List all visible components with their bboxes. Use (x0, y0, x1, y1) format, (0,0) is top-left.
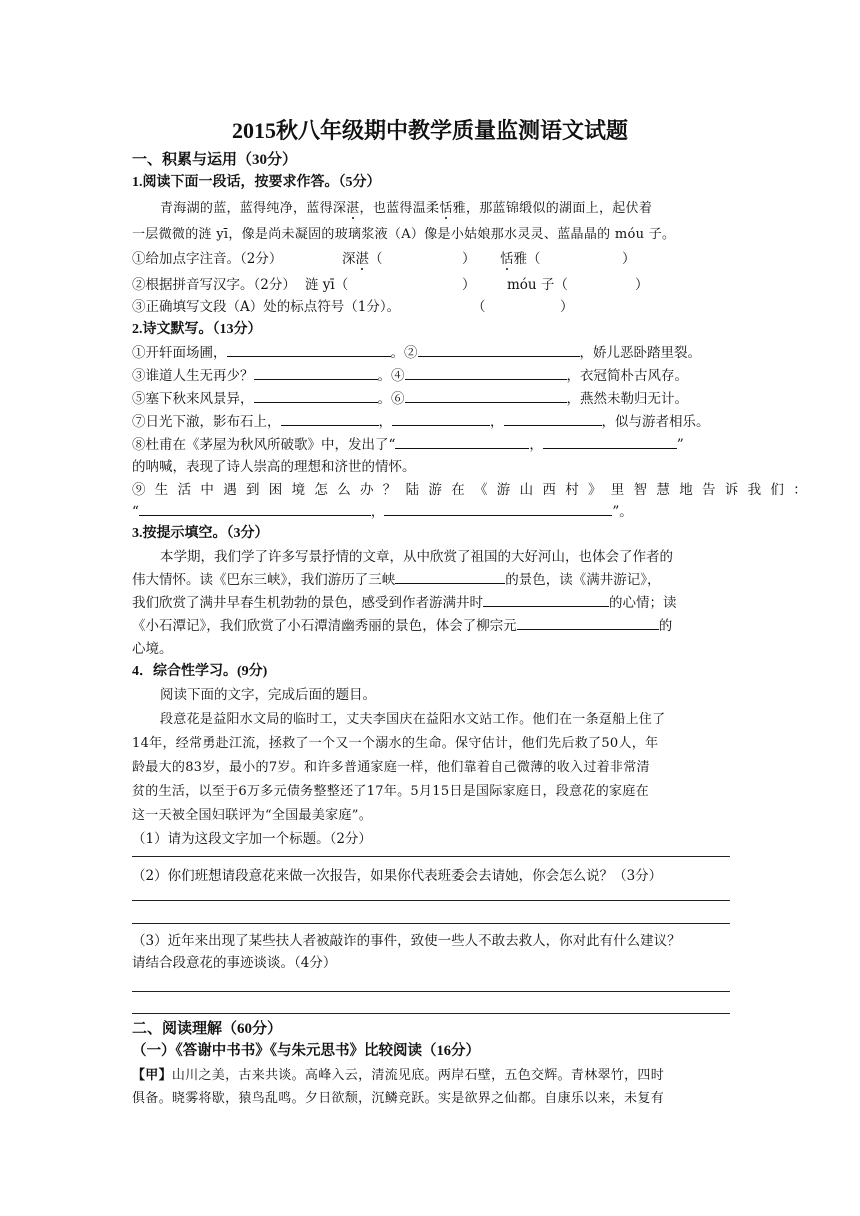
answer-blank[interactable] (139, 503, 371, 516)
answer-blank[interactable] (227, 344, 391, 357)
q4-passage-line-1: 段意花是益阳水文局的临时工，丈夫李国庆在益阳水文站工作。他们在一条趸船上住了 (160, 712, 666, 727)
question-3-heading: 3.按提示填空。（3分） (132, 526, 269, 541)
q1-paren: （ (369, 251, 383, 267)
answer-blank-paren[interactable]: ） (560, 299, 574, 315)
answer-line[interactable] (132, 856, 730, 857)
section-heading-1: 一、积累与运用（30分） (132, 152, 298, 168)
q1-text: 雅，那蓝锦缎似的湖面上，起伏着 (452, 201, 653, 216)
answer-line[interactable] (132, 1013, 730, 1014)
poem-text: ， (490, 414, 504, 430)
answer-blank[interactable] (543, 436, 677, 449)
q4-sub-3-line-1: （3）近年来出现了某些扶人者被敲诈的事件，致使一些人不敢去救人，你对此有什么建议？ (132, 933, 681, 949)
answer-blank-paren[interactable]: ） (462, 251, 476, 267)
q1-sub-3-label: ③正确填写文段（A）处的标点符号（1分）。 (132, 299, 401, 315)
q3-line-4 (132, 617, 730, 635)
section-heading-2: 二、阅读理解（60分） (132, 1021, 283, 1037)
answer-blank-paren[interactable]: ） (622, 251, 636, 267)
q1-word: 涟 yī（ (305, 277, 349, 293)
q1-word: 深 (342, 251, 356, 267)
q4-intro: 阅读下面的文字，完成后面的题目。 (160, 687, 376, 703)
poem-text: ，衣冠简朴古风存。 (566, 368, 688, 384)
poem-text: ， (370, 504, 385, 520)
q1-word: móu 子（ (507, 277, 568, 293)
poem-text: ①开轩面场圃， (132, 345, 227, 361)
q1-sub-1 (132, 250, 730, 268)
page-title: 2015秋八年级期中教学质量监测语文试题 (231, 118, 628, 143)
answer-line[interactable] (132, 923, 730, 924)
poem-text: ⑦日光下澈，影布石上， (132, 414, 281, 430)
poem-text: ， (378, 414, 392, 430)
q3-text: 《小石潭记》，我们欣赏了小石潭清幽秀丽的景色，体会了柳宗元 (132, 618, 517, 634)
q3-line-5: 心境。 (132, 641, 173, 657)
answer-blank[interactable] (395, 571, 505, 584)
dotted-char: 恬 (500, 251, 514, 267)
q2-line-3 (132, 390, 730, 408)
q1-text: 青海湖的蓝，蓝得纯净，蓝得深 (160, 201, 347, 216)
answer-blank[interactable] (281, 413, 379, 426)
q3-text: 的景色，读《满井游记》， (505, 572, 661, 588)
q2-line-7: ⑨生活中遇到困境怎么办？陆游在《游山西村》里智慧地告诉我们： (132, 482, 816, 498)
subsection-heading: （一）《答谢中书书》《与朱元思书》比较阅读（16分） (132, 1043, 480, 1059)
q4-sub-1: （1）请为这段文字加一个标题。（2分） (132, 831, 372, 847)
answer-line[interactable] (132, 991, 730, 992)
q1-passage-line-1 (132, 200, 730, 218)
q4-sub-3-line-2: 请结合段意花的事迹谈谈。（4分） (132, 955, 337, 971)
jia-passage-line-2: 俱备。晓雾将歇，猿鸟乱鸣。夕日欲颓，沉鳞竞跃。实是欲界之仙都。自康乐以来，未复有 (132, 1091, 665, 1106)
q1-sub-1-label: ①给加点字注音。（2分） (132, 251, 283, 267)
q2-line-8 (132, 503, 730, 521)
answer-blank[interactable] (405, 390, 567, 403)
q4-passage-line-2: 14年，经常勇赴江流，拯救了一个又一个溺水的生命。保守估计，他们先后救了50人，年 (132, 736, 659, 751)
q2-line-2 (132, 367, 730, 385)
dotted-char: 湛 (346, 201, 360, 216)
q2-line-5 (132, 436, 730, 454)
answer-blank[interactable] (405, 367, 567, 380)
answer-blank-paren[interactable]: ） (462, 277, 476, 293)
answer-blank[interactable] (517, 617, 659, 630)
poem-text: 。② (390, 345, 418, 361)
poem-text: ， (529, 437, 543, 453)
q2-line-6: 的呐喊，表现了诗人崇高的理想和济世的情怀。 (132, 459, 416, 475)
q3-text: 的心情；读 (609, 595, 677, 611)
q4-passage-line-4: 贫的生活，以至于6万多元债务整整还了17年。5月15日是国际家庭日，段意花的家庭在 (132, 784, 649, 799)
q1-passage-line-2: 一层微微的涟 yī，像是尚未凝固的玻璃浆液（A）像是小姑娘那水灵灵、蓝晶晶的 móu 子。 (132, 227, 676, 242)
poem-text: ⑤塞下秋来风景异， (132, 391, 254, 407)
q1-sub-2 (132, 276, 730, 294)
q4-passage-line-3: 龄最大的83岁，最小的7岁。和许多普通家庭一样，他们靠着自己微薄的收入过着非常清 (132, 760, 650, 775)
dotted-char: 恬 (439, 201, 453, 216)
q3-text: 我们欣赏了满井早春生机勃勃的景色，感受到作者游满井时 (132, 595, 483, 611)
answer-blank[interactable] (392, 413, 490, 426)
poem-text: ，娇儿恶卧踏里裂。 (579, 345, 701, 361)
passage-mark: 【甲】 (132, 1067, 172, 1082)
q3-line-3 (132, 594, 730, 612)
answer-blank-paren[interactable]: （ (472, 299, 486, 315)
question-1-heading: 1.阅读下面一段话，按要求作答。（5分） (132, 175, 381, 190)
q4-passage-line-5: 这一天被全国妇联评为“全国最美家庭”。 (132, 808, 372, 823)
answer-blank-paren[interactable]: ） (635, 277, 649, 293)
poem-text: ⑧杜甫在《茅屋为秋风所破歌》中，发出了“ (132, 437, 396, 453)
answer-line[interactable] (132, 900, 730, 901)
q2-line-1 (132, 344, 730, 362)
q1-sub-3 (132, 298, 730, 316)
poem-text: ” (676, 437, 684, 453)
q1-word: 雅（ (513, 251, 541, 267)
poem-text: ”。 (612, 504, 633, 520)
dotted-char: 湛 (355, 251, 369, 267)
q3-line-2 (132, 571, 730, 589)
question-4-heading: 4．综合性学习。(9分) (132, 664, 268, 679)
q1-sub-2-label: ②根据拼音写汉字。（2分） (132, 277, 296, 293)
q3-line-1: 本学期，我们学了许多写景抒情的文章，从中欣赏了祖国的大好河山，也体会了作者的 (160, 549, 673, 565)
poem-text: ，燕然未勒归无计。 (566, 391, 688, 407)
q3-text: 的 (658, 618, 673, 634)
poem-text: “ (132, 504, 139, 520)
answer-blank[interactable] (254, 390, 378, 403)
question-2-heading: 2.诗文默写。（13分） (132, 322, 262, 337)
jia-passage-line-1 (132, 1066, 730, 1085)
answer-blank[interactable] (418, 344, 580, 357)
q3-text: 伟大情怀。读《巴东三峡》，我们游历了三峡 (132, 572, 396, 588)
poem-text: ③谁道人生无再少？ (132, 368, 254, 384)
q2-line-4 (132, 413, 730, 431)
q4-sub-2: （2）你们班想请段意花来做一次报告，如果你代表班委会去请她，你会怎么说？（3分） (132, 868, 663, 884)
poem-text: 。④ (377, 368, 405, 384)
answer-blank[interactable] (384, 503, 612, 516)
answer-blank[interactable] (504, 413, 602, 426)
answer-blank[interactable] (483, 594, 609, 607)
poem-text: 。⑥ (377, 391, 405, 407)
answer-blank[interactable] (254, 367, 378, 380)
q1-text: ，也蓝得温柔 (359, 201, 440, 216)
answer-blank[interactable] (395, 436, 529, 449)
passage-text: 山川之美，古来共谈。高峰入云，清流见底。两岸石壁，五色交辉。青林翠竹，四时 (171, 1068, 665, 1083)
poem-text: ，似与游者相乐。 (601, 414, 710, 430)
